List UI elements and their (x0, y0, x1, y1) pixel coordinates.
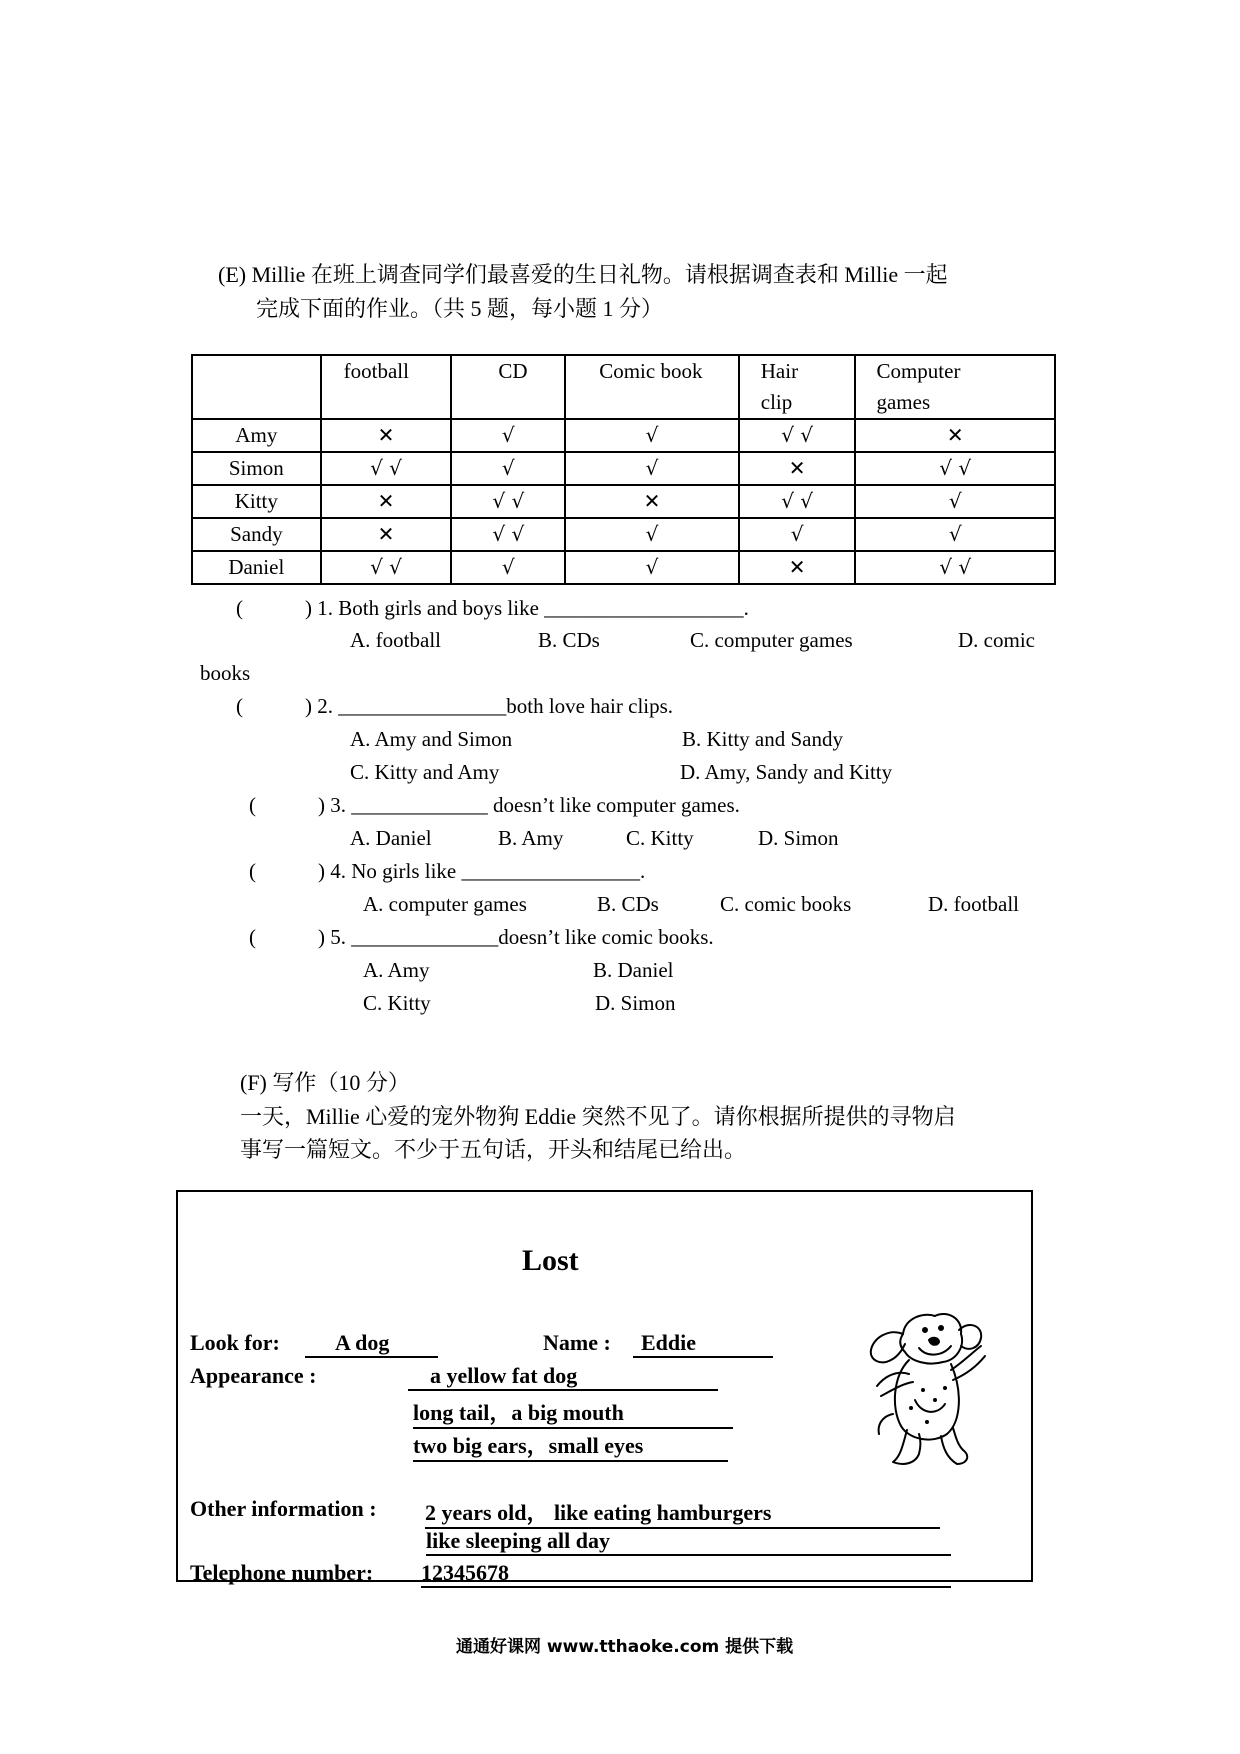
q5-open-paren: ( (249, 925, 256, 949)
mark-cell: ✕ (321, 518, 452, 551)
lost-title: Lost (522, 1244, 579, 1277)
q1-option-c: C. computer games (690, 628, 853, 652)
name-value: Eddie (633, 1330, 773, 1358)
row-name-daniel: Daniel (192, 551, 321, 584)
table-row (192, 551, 1055, 584)
q2-option-a: A. Amy and Simon (350, 727, 513, 751)
look-for-label: Look for: (190, 1330, 280, 1355)
appearance-line: two big ears，small eyes (413, 1429, 728, 1462)
q4-open-paren: ( (249, 859, 256, 883)
table-row (192, 518, 1055, 551)
row-name-simon: Simon (192, 452, 321, 485)
q1-option-b: B. CDs (538, 628, 600, 652)
q4-option-a: A. computer games (363, 892, 527, 916)
table-row (192, 452, 1055, 485)
section-f-instruction-line2: 事写一篇短文。不少于五句话，开头和结尾已给出。 (240, 1137, 747, 1162)
q3-option-d: D. Simon (758, 826, 839, 850)
telephone-label: Telephone number: (190, 1560, 374, 1585)
header-computer-games: Computer games (855, 355, 1055, 419)
survey-table (191, 354, 1056, 585)
section-f-instruction-line1: 一天，Millie 心爱的宠外物狗 Eddie 突然不见了。请你根据所提供的寻物启 (240, 1104, 956, 1129)
mark-cell: √ √ (451, 518, 565, 551)
q5-option-a: A. Amy (363, 958, 430, 982)
q2-stem: ) 2. ________________both love hair clips. (305, 694, 674, 718)
q1-open-paren: ( (236, 596, 243, 620)
mark-cell: √ (451, 551, 565, 584)
row-name-kitty: Kitty (192, 485, 321, 518)
q3-option-c: C. Kitty (626, 826, 694, 850)
footer-source: 通通好课网 www.tthaoke.com 提供下载 (456, 1637, 794, 1657)
header-cd: CD (451, 355, 565, 419)
mark-cell: √ (739, 518, 856, 551)
q1-stem: ) 1. Both girls and boys like ___________________. (305, 596, 749, 620)
row-name-sandy: Sandy (192, 518, 321, 551)
appearance-line: long tail，a big mouth (413, 1396, 733, 1429)
lost-notice-box (176, 1190, 1033, 1585)
mark-cell: √ (451, 452, 565, 485)
q2-open-paren: ( (236, 694, 243, 718)
name-label: Name : (543, 1330, 611, 1355)
table-header-row (192, 355, 1055, 419)
q4-option-d: D. football (928, 892, 1019, 916)
mark-cell: ✕ (565, 485, 739, 518)
mark-cell: ✕ (739, 452, 856, 485)
mark-cell: ✕ (855, 419, 1055, 452)
mark-cell: ✕ (321, 419, 452, 452)
q4-option-b: B. CDs (597, 892, 659, 916)
row-name-amy: Amy (192, 419, 321, 452)
q4-option-c: C. comic books (720, 892, 852, 916)
table-row (192, 419, 1055, 452)
mark-cell: √ √ (321, 551, 452, 584)
mark-cell: √ √ (855, 452, 1055, 485)
q3-option-a: A. Daniel (350, 826, 432, 850)
mark-cell: √ √ (321, 452, 452, 485)
mark-cell: √ (565, 518, 739, 551)
q5-option-d: D. Simon (595, 991, 676, 1015)
q2-option-d: D. Amy, Sandy and Kitty (680, 760, 893, 784)
q2-option-b: B. Kitty and Sandy (682, 727, 843, 751)
q5-option-b: B. Daniel (593, 958, 674, 982)
mark-cell: √ √ (855, 551, 1055, 584)
mark-cell: √ (565, 452, 739, 485)
q3-open-paren: ( (249, 793, 256, 817)
q1-option-d-wrap: books (200, 661, 251, 685)
mark-cell: √ √ (739, 419, 856, 452)
cartoon-dog-icon (863, 1304, 993, 1474)
table-row (192, 485, 1055, 518)
other-info-label: Other information : (190, 1496, 377, 1521)
header-football: football (321, 355, 452, 419)
mark-cell: √ (855, 485, 1055, 518)
other-info-line: 2 years old， like eating hamburgers (425, 1496, 940, 1529)
mark-cell: √ (451, 419, 565, 452)
mark-cell: √ (565, 551, 739, 584)
appearance-label: Appearance : (190, 1363, 317, 1388)
header-comic-book: Comic book (565, 355, 739, 419)
section-e-instruction-line1: (E) Millie 在班上调查同学们最喜爱的生日礼物。请根据调查表和 Millie 一起 (218, 262, 948, 287)
look-for-value: A dog (305, 1330, 438, 1358)
mark-cell: ✕ (321, 485, 452, 518)
q2-option-c: C. Kitty and Amy (350, 760, 500, 784)
telephone-value: 12345678 (421, 1560, 951, 1588)
mark-cell: ✕ (739, 551, 856, 584)
q5-stem: ) 5. ______________doesn’t like comic books. (318, 925, 714, 949)
q5-option-c: C. Kitty (363, 991, 431, 1015)
section-e-instruction-line2: 完成下面的作业。（共 5 题，每小题 1 分） (256, 296, 664, 321)
q1-option-d: D. comic (958, 628, 1035, 652)
section-f-title: (F) 写作（10 分） (240, 1070, 410, 1095)
table-corner-cell (192, 355, 321, 419)
q1-option-a: A. football (350, 628, 441, 652)
other-info-line: like sleeping all day (426, 1528, 951, 1556)
mark-cell: √ (855, 518, 1055, 551)
q3-stem: ) 3. _____________ doesn’t like computer games. (318, 793, 740, 817)
q4-stem: ) 4. No girls like _________________. (318, 859, 646, 883)
q3-option-b: B. Amy (498, 826, 564, 850)
mark-cell: √ √ (451, 485, 565, 518)
mark-cell: √ √ (739, 485, 856, 518)
header-hair-clip: Hair clip (739, 355, 856, 419)
appearance-line: a yellow fat dog (408, 1363, 718, 1391)
mark-cell: √ (565, 419, 739, 452)
